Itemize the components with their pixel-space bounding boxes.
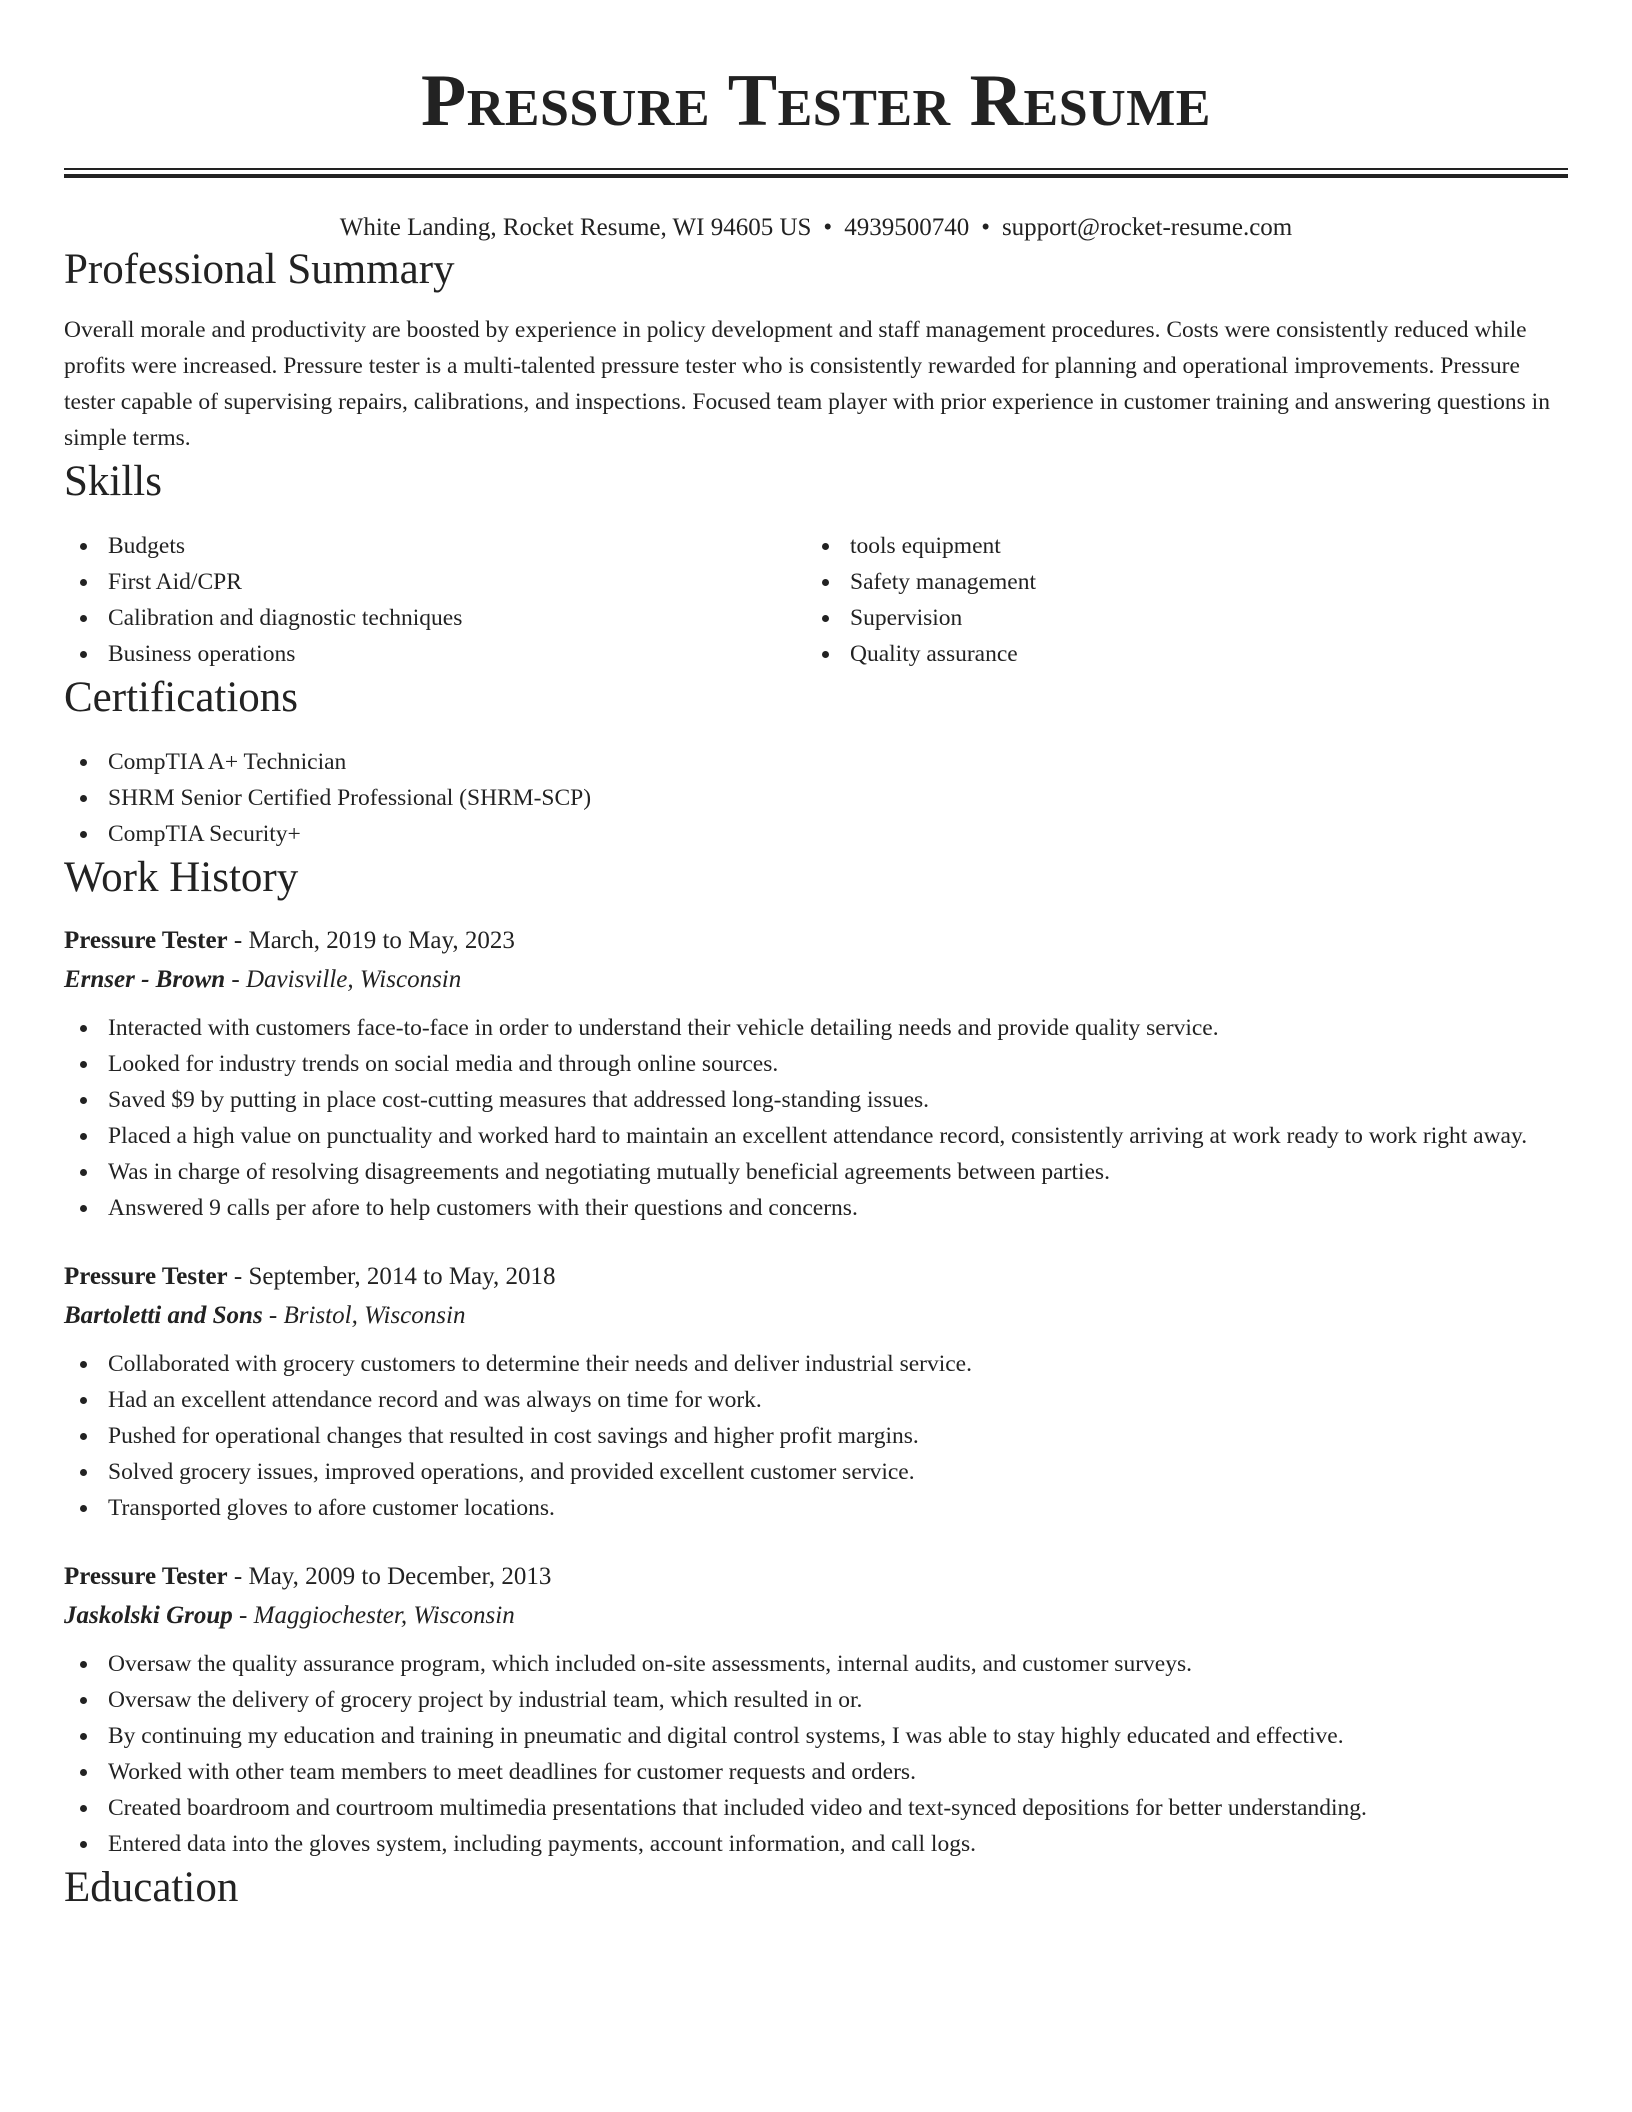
job-entry (64, 922, 1568, 1226)
contact-address: White Landing, Rocket Resume, WI 94605 US (339, 214, 812, 241)
job-title: Pressure Tester (64, 927, 228, 954)
job-company-line (64, 1596, 1568, 1636)
job-title: Pressure Tester (64, 1263, 228, 1290)
job-entry (64, 1258, 1568, 1526)
job-title-line (64, 1558, 1568, 1596)
job-dash: - (239, 1602, 248, 1629)
job-bullet: Was in charge of resolving disagreements and negotiating mutually beneficial agreements between parties. (64, 1154, 1568, 1190)
job-dash: - (233, 927, 243, 954)
job-bullet: Had an excellent attendance record and was always on time for work. (64, 1382, 1568, 1418)
certification-item: CompTIA A+ Technician (64, 744, 1568, 780)
skill-item: Safety management (806, 564, 1548, 600)
resume-title: Pressure Tester Resume (421, 60, 1211, 142)
job-dates: September, 2014 to May, 2018 (248, 1263, 556, 1290)
job-dates: March, 2019 to May, 2023 (248, 927, 515, 954)
job-bullet: Placed a high value on punctuality and worked hard to maintain an excellent attendance record, consistently arriving at work ready to work right away. (64, 1118, 1568, 1154)
job-location: Bristol, Wisconsin (283, 1302, 466, 1329)
certification-item: CompTIA Security+ (64, 816, 1568, 852)
job-dash: - (233, 1563, 243, 1590)
contact-separator: • (981, 214, 990, 241)
skill-item: Budgets (64, 528, 806, 564)
title-divider (64, 168, 1568, 178)
job-company: Bartoletti and Sons (64, 1302, 263, 1329)
job-location: Davisville, Wisconsin (246, 966, 462, 993)
job-bullet: Worked with other team members to meet deadlines for customer requests and orders. (64, 1754, 1568, 1790)
job-title-line (64, 1258, 1568, 1296)
job-bullet: Entered data into the gloves system, including payments, account information, and call logs. (64, 1826, 1568, 1862)
skills-column-right (806, 528, 1548, 672)
job-bullet: Oversaw the delivery of grocery project by industrial team, which resulted in or. (64, 1682, 1568, 1718)
job-dates: May, 2009 to December, 2013 (248, 1563, 552, 1590)
job-company: Ernser - Brown (64, 966, 226, 993)
job-dash: - (233, 1263, 243, 1290)
job-bullet: Collaborated with grocery customers to determine their needs and deliver industrial service. (64, 1346, 1568, 1382)
skills-heading: Skills (64, 458, 162, 505)
certifications-heading: Certifications (64, 674, 299, 721)
skill-item: Business operations (64, 636, 806, 672)
job-bullet: Saved $9 by putting in place cost-cutting measures that addressed long-standing issues. (64, 1082, 1568, 1118)
job-bullet: By continuing my education and training in pneumatic and digital control systems, I was able to stay highly educated and effective. (64, 1718, 1568, 1754)
job-location: Maggiochester, Wisconsin (253, 1602, 515, 1629)
job-bullets (64, 1010, 1568, 1226)
skills-grid (64, 528, 1568, 672)
contact-email[interactable]: support@rocket-resume.com (1001, 214, 1293, 241)
job-bullet: Answered 9 calls per afore to help customers with their questions and concerns. (64, 1190, 1568, 1226)
job-entry (64, 1558, 1568, 1862)
job-bullet: Transported gloves to afore customer locations. (64, 1490, 1568, 1526)
job-dash: - (231, 966, 240, 993)
job-bullets (64, 1346, 1568, 1526)
certifications-list (64, 744, 1568, 852)
job-company: Jaskolski Group (64, 1602, 233, 1629)
contact-phone: 4939500740 (844, 214, 970, 241)
skill-item: Supervision (806, 600, 1548, 636)
work-history-heading: Work History (64, 854, 299, 901)
job-bullet: Pushed for operational changes that resulted in cost savings and higher profit margins. (64, 1418, 1568, 1454)
job-company-line (64, 960, 1568, 1000)
job-title-line (64, 922, 1568, 960)
summary-heading: Professional Summary (64, 246, 455, 293)
job-dash: - (268, 1302, 278, 1329)
job-bullet: Oversaw the quality assurance program, which included on-site assessments, internal audits, and customer surveys. (64, 1646, 1568, 1682)
skill-item: tools equipment (806, 528, 1548, 564)
skills-column-left (64, 528, 806, 672)
job-bullet: Created boardroom and courtroom multimedia presentations that included video and text-synced depositions for better understanding. (64, 1790, 1568, 1826)
job-title: Pressure Tester (64, 1563, 228, 1590)
skill-item: Calibration and diagnostic techniques (64, 600, 806, 636)
summary-text: Overall morale and productivity are boosted by experience in policy development and staff management procedures. Costs were consistently reduced while profits were increased. Pressure tester is a multi-talented pressure tester who is consistently rewarded for planning and operational improvements. Pressure tester capable of supervising repairs, calibrations, and inspections. Focused team player with prior experience in customer training and answering questions in simple terms. (64, 317, 1550, 451)
job-bullet: Looked for industry trends on social media and through online sources. (64, 1046, 1568, 1082)
contact-line (64, 212, 1568, 244)
skill-item: First Aid/CPR (64, 564, 806, 600)
certification-item: SHRM Senior Certified Professional (SHRM-SCP) (64, 780, 1568, 816)
education-heading: Education (64, 1864, 239, 1911)
job-bullets (64, 1646, 1568, 1862)
job-bullet: Solved grocery issues, improved operations, and provided excellent customer service. (64, 1454, 1568, 1490)
job-company-line (64, 1296, 1568, 1336)
job-bullet: Interacted with customers face-to-face in order to understand their vehicle detailing needs and provide quality service. (64, 1010, 1568, 1046)
skill-item: Quality assurance (806, 636, 1548, 672)
contact-separator: • (823, 214, 833, 241)
